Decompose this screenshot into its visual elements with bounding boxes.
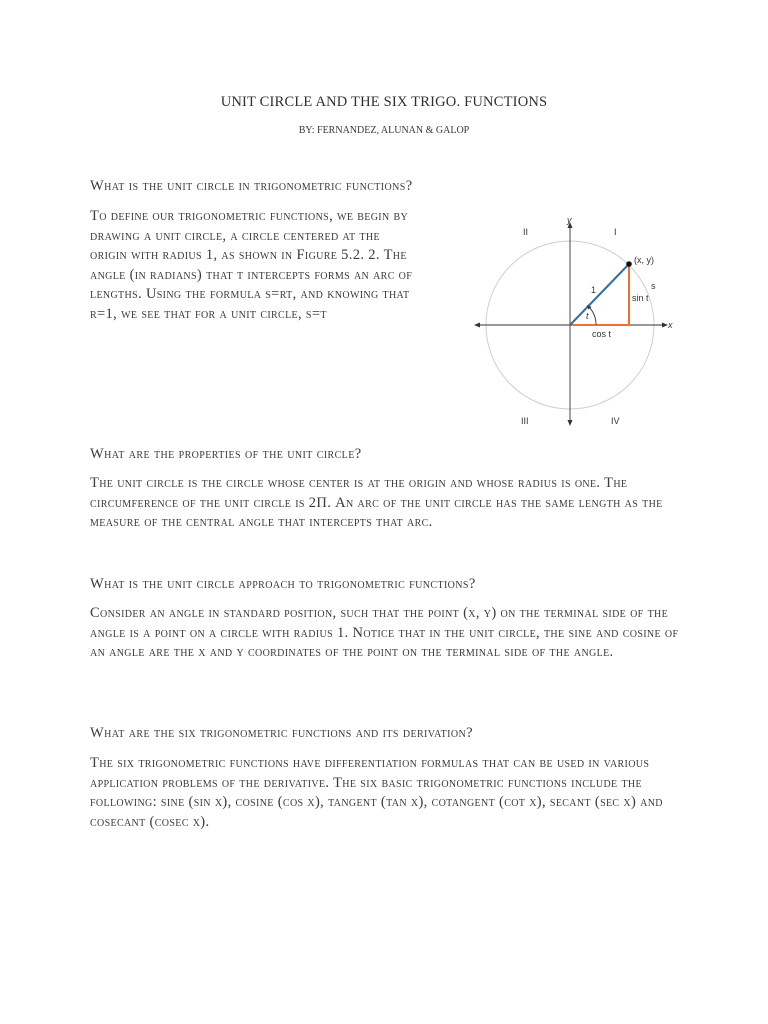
section-3-question: What is the unit circle approach to trigonometric functions?: [90, 576, 476, 592]
x-axis-arrow-left: [474, 323, 480, 328]
section-4-question: What are the six trigonometric functions and its derivation?: [90, 725, 473, 741]
axis-x-label: x: [668, 320, 673, 330]
quadrant-iv-label: IV: [611, 416, 620, 426]
section-4-answer: The six trigonometric functions have differentiation formulas that can be used in various application problems of the derivative. The six basic trigonometric functions include the following: sine (sin x), cosine (cos x), tangent (tan x), cotangent (cot x), secant (sec x) and cosecant (cosec x).: [90, 755, 663, 830]
section-1-question: What is the unit circle in trigonometric functions?: [90, 178, 413, 194]
y-axis-arrow-bottom: [568, 420, 573, 426]
radius-segment: [570, 264, 629, 325]
section-1-answer: To define our trigonometric functions, we begin by drawing a unit circle, a circle centered at the origin with radius 1, as shown in Figure 5.2. 2. The angle (in radians) that t intercepts forms an arc of lengths. Using the formula s=rt, and knowing that r=1, we see that for a unit circle, s=t: [90, 208, 413, 322]
unit-circle-figure: [470, 210, 680, 435]
section-3-answer: Consider an angle in standard position, such that the point (x, y) on the terminal side of the angle is a point on a circle with radius 1. Notice that in the unit circle, the sine and cosine of an angle are the x and y coordinates of the point on the terminal side of the angle.: [90, 605, 679, 661]
quadrant-iii-label: III: [521, 416, 529, 426]
angle-t-label: t: [586, 311, 589, 321]
section-2-answer: The unit circle is the circle whose center is at the origin and whose radius is one. The circumference of the unit circle is 2Π. An arc of the unit circle has the same length as the measure of the central angle that intercepts that arc.: [90, 475, 663, 531]
document-title: UNIT CIRCLE AND THE SIX TRIGO. FUNCTIONS: [220, 94, 548, 110]
arc-s-label: s: [651, 281, 656, 291]
point-xy-marker: [626, 261, 632, 267]
quadrant-ii-label: II: [523, 227, 529, 237]
point-xy-label: (x, y): [634, 255, 654, 265]
axis-y-label: y: [567, 215, 572, 225]
section-2-question: What are the properties of the unit circle?: [90, 446, 362, 462]
radius-label: 1: [591, 285, 597, 295]
unit-circle-diagram: [470, 210, 680, 435]
quadrant-i-label: I: [614, 227, 617, 237]
cos-t-label: cos t: [592, 329, 612, 339]
document-authors: BY: FERNANDEZ, ALUNAN & GALOP: [298, 125, 470, 136]
sin-t-label: sin t: [632, 293, 649, 303]
